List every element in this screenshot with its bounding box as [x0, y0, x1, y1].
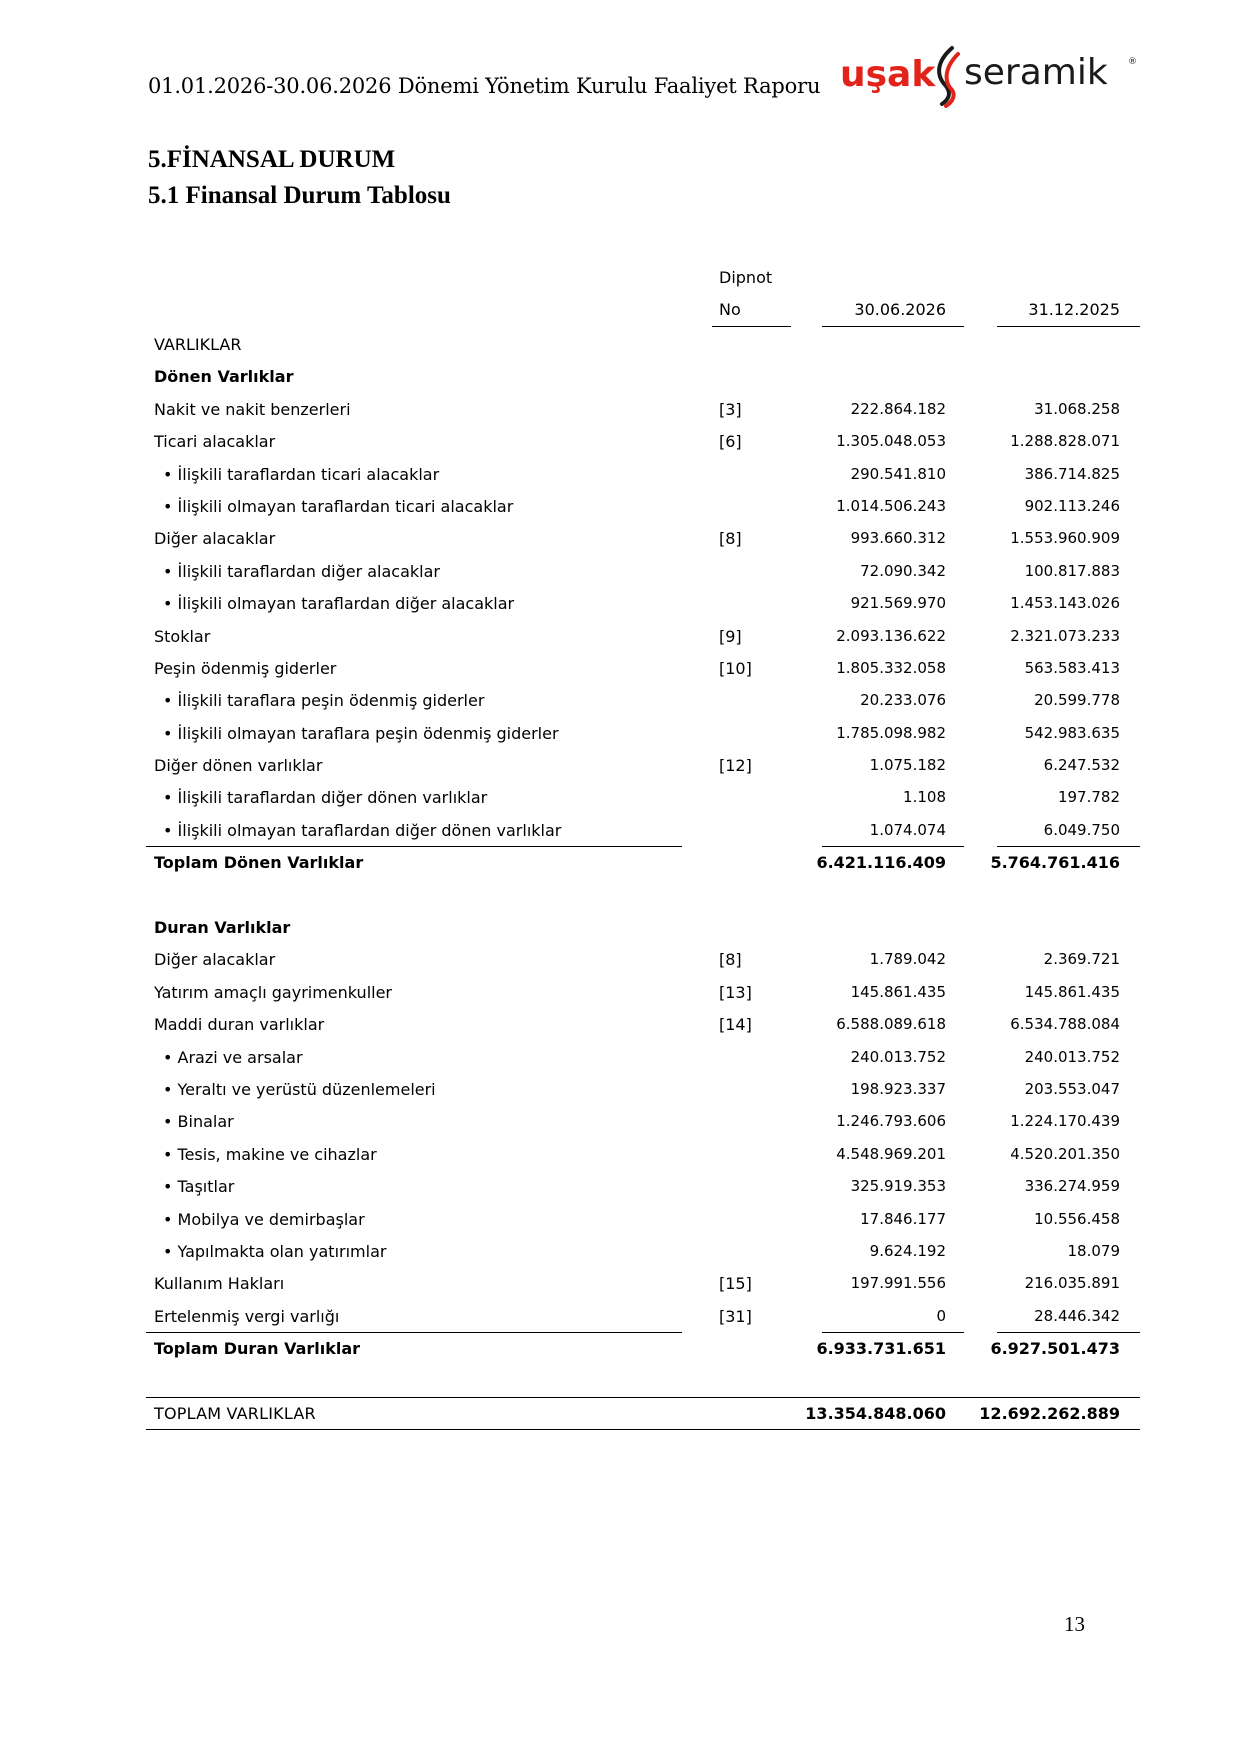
row-value-period2: 10.556.458: [1034, 1209, 1120, 1228]
row-value-period2: 203.553.047: [1024, 1079, 1120, 1098]
table-row: [146, 1041, 1138, 1073]
table-row: [146, 749, 1138, 781]
header-period1: 30.06.2026: [854, 300, 946, 319]
row-label: • İlişkili taraflara peşin ödenmiş giderler: [163, 691, 485, 711]
row-label: Diğer alacaklar: [154, 529, 276, 549]
row-value-period2: 20.599.778: [1034, 691, 1120, 710]
row-label: Toplam Duran Varlıklar: [154, 1339, 361, 1359]
subtotal-rule-period2: [997, 846, 1140, 847]
table-row: [146, 1235, 1138, 1267]
table-row: [146, 846, 1138, 878]
row-value-period1: 6.933.731.651: [816, 1339, 946, 1359]
table-row: [146, 684, 1138, 716]
row-value-period1: 17.846.177: [860, 1209, 946, 1228]
row-label: • Yapılmakta olan yatırımlar: [163, 1241, 387, 1261]
section-heading: 5.FİNANSAL DURUM: [148, 146, 396, 173]
row-value-period1: 222.864.182: [850, 399, 946, 418]
row-label: • İlişkili taraflardan ticari alacaklar: [163, 464, 440, 484]
row-value-period1: 6.421.116.409: [816, 853, 946, 873]
header-period2: 31.12.2025: [1028, 300, 1120, 319]
spacer-row: [146, 879, 1138, 911]
table-row: [146, 1332, 1138, 1364]
row-label: Stoklar: [154, 626, 211, 646]
table-row: [146, 522, 1138, 554]
table-row: [146, 425, 1138, 457]
page-number: 13: [1064, 1612, 1085, 1636]
row-value-period2: 6.247.532: [1043, 756, 1120, 775]
row-value-period2: 6.927.501.473: [990, 1339, 1120, 1359]
table-row: [146, 458, 1138, 490]
table-row: [146, 652, 1138, 684]
subtotal-rule-period1: [822, 1332, 964, 1333]
table-row: [146, 1300, 1138, 1332]
table-row: [146, 620, 1138, 652]
row-value-period1: 1.305.048.053: [836, 432, 946, 451]
row-value-period1: 0: [936, 1306, 946, 1325]
table-header: [146, 262, 1138, 328]
row-value-period2: 542.983.635: [1024, 723, 1120, 742]
row-value-period2: 28.446.342: [1034, 1306, 1120, 1325]
report-title: 01.01.2026-30.06.2026 Dönemi Yönetim Kurulu Faaliyet Raporu: [148, 74, 821, 98]
row-value-period1: 145.861.435: [850, 982, 946, 1001]
row-value-period1: 1.075.182: [869, 756, 946, 775]
header-note-line1: Dipnot: [719, 268, 773, 287]
row-note: [14]: [719, 1015, 752, 1035]
table-row: [146, 555, 1138, 587]
row-label: Ticari alacaklar: [154, 432, 276, 452]
row-label: Duran Varlıklar: [154, 918, 291, 938]
row-value-period1: 2.093.136.622: [836, 626, 946, 645]
row-label: • İlişkili taraflardan diğer alacaklar: [163, 561, 440, 581]
table-row: [146, 1170, 1138, 1202]
subtotal-rule-label: [146, 846, 682, 847]
row-value-period2: 1.288.828.071: [1010, 432, 1120, 451]
row-value-period1: 72.090.342: [860, 561, 946, 580]
row-label: Kullanım Hakları: [154, 1274, 285, 1294]
table-row: [146, 717, 1138, 749]
subsection-heading: 5.1 Finansal Durum Tablosu: [148, 182, 451, 209]
row-label: • Tesis, makine ve cihazlar: [163, 1144, 377, 1164]
row-value-period1: 1.246.793.606: [836, 1112, 946, 1131]
row-value-period2: 216.035.891: [1024, 1274, 1120, 1293]
table-row: [146, 781, 1138, 813]
table-body: [146, 328, 1138, 1429]
row-label: • İlişkili olmayan taraflardan diğer alacaklar: [163, 594, 515, 614]
row-note: [8]: [719, 529, 742, 549]
row-value-period2: 31.068.258: [1034, 399, 1120, 418]
row-value-period2: 1.453.143.026: [1010, 594, 1120, 613]
row-value-period2: 1.224.170.439: [1010, 1112, 1120, 1131]
row-value-period1: 290.541.810: [850, 464, 946, 483]
row-label: Diğer dönen varlıklar: [154, 756, 323, 776]
table-row: [146, 587, 1138, 619]
row-value-period2: 197.782: [1057, 788, 1120, 807]
row-value-period1: 1.108: [903, 788, 946, 807]
table-row: [146, 1138, 1138, 1170]
row-value-period1: 4.548.969.201: [836, 1144, 946, 1163]
table-row: [146, 393, 1138, 425]
row-note: [8]: [719, 950, 742, 970]
row-label: • Binalar: [163, 1112, 234, 1132]
table-row: [146, 1008, 1138, 1040]
table-row: [146, 490, 1138, 522]
row-value-period1: 993.660.312: [850, 529, 946, 548]
row-label: • Taşıtlar: [163, 1177, 235, 1197]
header-note-line2: No: [719, 300, 741, 319]
table-row: [146, 1073, 1138, 1105]
header-underline-period1: [822, 326, 964, 327]
row-value-period2: 902.113.246: [1024, 496, 1120, 515]
row-note: [15]: [719, 1274, 752, 1294]
row-value-period2: 12.692.262.889: [979, 1403, 1120, 1423]
header-underline-note: [712, 326, 791, 327]
row-note: [9]: [719, 626, 742, 646]
row-value-period2: 2.369.721: [1043, 950, 1120, 969]
row-note: [12]: [719, 756, 752, 776]
table-row: [146, 1105, 1138, 1137]
row-label: Diğer alacaklar: [154, 950, 276, 970]
row-value-period1: 921.569.970: [850, 594, 946, 613]
row-value-period2: 5.764.761.416: [990, 853, 1120, 873]
table-row: [146, 943, 1138, 975]
row-value-period2: 18.079: [1067, 1241, 1120, 1260]
row-label: Peşin ödenmiş giderler: [154, 658, 337, 678]
grand-total-bottom-rule: [146, 1429, 1140, 1430]
row-value-period2: 100.817.883: [1024, 561, 1120, 580]
row-label: • Mobilya ve demirbaşlar: [163, 1209, 365, 1229]
row-label: VARLIKLAR: [154, 335, 242, 354]
row-label: • Yeraltı ve yerüstü düzenlemeleri: [163, 1079, 436, 1099]
table-row: [146, 976, 1138, 1008]
row-value-period2: 2.321.073.233: [1010, 626, 1120, 645]
row-value-period1: 20.233.076: [860, 691, 946, 710]
table-row: [146, 814, 1138, 846]
row-label: • İlişkili olmayan taraflara peşin ödenmiş giderler: [163, 723, 559, 743]
row-label: Maddi duran varlıklar: [154, 1015, 325, 1035]
row-note: [3]: [719, 399, 742, 419]
row-value-period2: 6.049.750: [1043, 820, 1120, 839]
table-row: [146, 328, 1138, 360]
grand-total-top-rule: [146, 1397, 1140, 1398]
row-value-period1: 197.991.556: [850, 1274, 946, 1293]
logo-text-right: seramik: [964, 52, 1108, 93]
table-row: [146, 1267, 1138, 1299]
row-label: • İlişkili taraflardan diğer dönen varlıklar: [163, 788, 488, 808]
logo-text-left: uşak: [840, 54, 936, 95]
row-label: Yatırım amaçlı gayrimenkuller: [154, 982, 393, 1002]
logo-graphic: [840, 42, 1140, 108]
row-label: Nakit ve nakit benzerleri: [154, 399, 351, 419]
table-row: [146, 911, 1138, 943]
row-value-period1: 13.354.848.060: [805, 1403, 946, 1423]
row-value-period2: 145.861.435: [1024, 982, 1120, 1001]
row-label: • İlişkili olmayan taraflardan diğer dönen varlıklar: [163, 820, 562, 840]
subtotal-rule-label: [146, 1332, 682, 1333]
row-value-period1: 1.074.074: [869, 820, 946, 839]
company-logo: [840, 42, 1140, 108]
header-underline-period2: [997, 326, 1140, 327]
row-label: • Arazi ve arsalar: [163, 1047, 303, 1067]
row-value-period1: 198.923.337: [850, 1079, 946, 1098]
row-value-period1: 6.588.089.618: [836, 1015, 946, 1034]
row-value-period1: 240.013.752: [850, 1047, 946, 1066]
row-value-period2: 1.553.960.909: [1010, 529, 1120, 548]
table-row: [146, 1397, 1138, 1429]
row-value-period1: 1.805.332.058: [836, 658, 946, 677]
row-label: Dönen Varlıklar: [154, 367, 294, 387]
row-label: • İlişkili olmayan taraflardan ticari alacaklar: [163, 496, 514, 516]
row-value-period1: 1.789.042: [869, 950, 946, 969]
row-value-period2: 6.534.788.084: [1010, 1015, 1120, 1034]
row-value-period1: 9.624.192: [869, 1241, 946, 1260]
row-value-period2: 563.583.413: [1024, 658, 1120, 677]
row-label: Ertelenmiş vergi varlığı: [154, 1306, 340, 1326]
financial-position-table: [146, 262, 1138, 1429]
row-label: Toplam Dönen Varlıklar: [154, 853, 364, 873]
registered-mark: ®: [1128, 57, 1137, 67]
subtotal-rule-period2: [997, 1332, 1140, 1333]
spacer-row: [146, 1365, 1138, 1397]
row-note: [31]: [719, 1306, 752, 1326]
row-note: [13]: [719, 982, 752, 1002]
subtotal-rule-period1: [822, 846, 964, 847]
row-note: [10]: [719, 658, 752, 678]
row-value-period1: 1.785.098.982: [836, 723, 946, 742]
row-note: [6]: [719, 432, 742, 452]
row-value-period2: 240.013.752: [1024, 1047, 1120, 1066]
row-label: TOPLAM VARLIKLAR: [154, 1403, 316, 1423]
row-value-period2: 4.520.201.350: [1010, 1144, 1120, 1163]
row-value-period2: 336.274.959: [1024, 1177, 1120, 1196]
row-value-period1: 325.919.353: [850, 1177, 946, 1196]
row-value-period2: 386.714.825: [1024, 464, 1120, 483]
table-row: [146, 360, 1138, 392]
row-value-period1: 1.014.506.243: [836, 496, 946, 515]
table-row: [146, 1203, 1138, 1235]
